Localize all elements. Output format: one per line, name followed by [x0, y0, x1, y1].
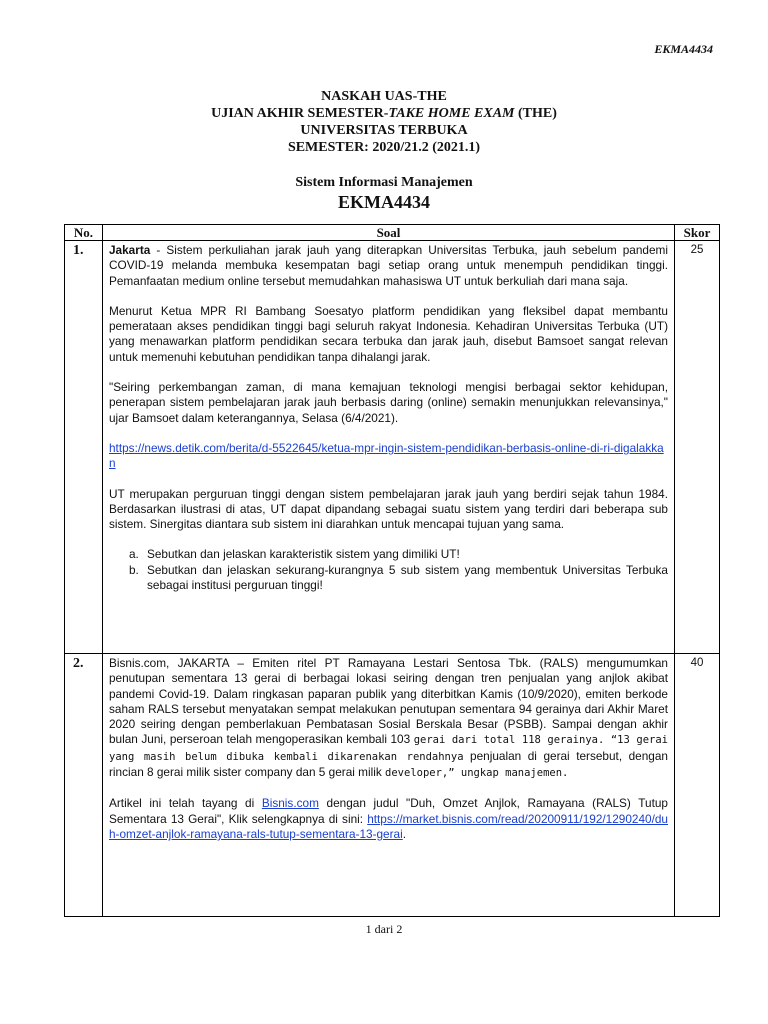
header-exam-type-italic: TAKE HOME EXAM	[388, 106, 515, 121]
list-item	[109, 563, 668, 594]
paragraph-text: Bisnis.com, JAKARTA – Emiten ritel PT Ramayana Lestari Sentosa Tbk. (RALS) mengumumkan penutupan sementara 13 gerai di berbagai lokasi seiring dengan tren penjualan yang anjlok akibat pandemi Covid-19. Dalam ringkasan paparan publik yang diterbitkan Kamis (10/9/2020), emiten berkode saham RALS tersebut menyatakan sempat melakukan penutupan sementara 94 gerainya dari Akhir Maret 2020 seiring dengan pemberlakuan Pembatasan Sosial Berskala Besar (PSBB). Sampai dengan akhir bulan Juni, perseroan telah mengoperasikan kembali 103	[109, 656, 668, 747]
list-item-text: Sebutkan dan jelaskan karakteristik sistem yang dimiliki UT!	[147, 547, 460, 562]
paragraph: UT merupakan perguruan tinggi dengan sistem pembelajaran jarak jauh yang berdiri sejak tahun 1984. Berdasarkan ilustrasi di atas, UT dapat dipandang sebagai suatu sistem yang terdiri dari beberapa sub sistem. Sinergitas diantara sub sistem ini diarahkan untuk mencapai tujuan yang sama.	[109, 486, 668, 532]
header-exam-type-post: (THE)	[514, 106, 557, 121]
list-item-label: b.	[129, 562, 139, 577]
paragraph	[109, 796, 668, 842]
list-item-label: a.	[129, 547, 139, 562]
header-semester: SEMESTER: 2020/21.2 (2021.1)	[287, 140, 481, 155]
article-link[interactable]: https://market.bisnis.com/read/20200911/192/1290240/duh-omzet-anjlok-ramayana-rals-tutup-sementara-13-gerai	[109, 811, 668, 841]
column-header-skor: Skor	[675, 225, 720, 241]
exam-table	[64, 224, 720, 917]
question-number: 2.	[65, 654, 103, 917]
paragraph-text-mono: gerai dari total 118 gerainya. “13 gerai yang masih belum dibuka kembali dikarenakan rendahnya	[109, 734, 668, 763]
question-number: 1.	[65, 241, 103, 654]
paragraph-text-mono: developer,” ungkap manajemen.	[385, 767, 569, 780]
question-list	[109, 547, 668, 593]
paragraph-text: - Sistem perkuliahan jarak jauh yang diterapkan Universitas Terbuka, jauh sebelum pandemi COVID-19 melanda membuka kesempatan bagi setiap orang untuk menempuh pendidikan tinggi. Pemanfaatan medium online tersebut memudahkan mahasiswa UT untuk berkuliah dari mana saja.	[109, 243, 668, 288]
paragraph: Menurut Ketua MPR RI Bambang Soesatyo platform pendidikan yang fleksibel dapat membantu pemerataan akses pendidikan tinggi bagi seluruh rakyat Indonesia. Kehadiran Universitas Terbuka (UT) yang menawarkan platform pendidikan secara terbuka dan jarak jauh, disebut Bamsoet sangat relevan untuk memenuhi kebutuhan pendidikan tanpa dihalangi jarak.	[109, 303, 668, 364]
column-header-soal: Soal	[103, 225, 675, 241]
header-university: UNIVERSITAS TERBUKA	[300, 123, 468, 138]
dateline: Jakarta	[109, 243, 151, 257]
paragraph	[109, 243, 668, 289]
table-row	[65, 654, 720, 917]
table-header-row	[65, 225, 720, 241]
bisnis-link[interactable]: Bisnis.com	[261, 796, 319, 811]
header-exam-type	[0, 105, 768, 122]
paragraph-text: dengan judul "Duh, Omzet Anjlok, Ramayana (RALS) Tutup Sementara 13 Gerai", Klik selengkapnya di sini:	[109, 796, 668, 826]
paragraph-text: .	[402, 826, 407, 841]
list-item	[109, 547, 668, 562]
course-code: EKMA4434	[338, 192, 430, 212]
question-score: 40	[675, 654, 720, 917]
column-header-no: No.	[65, 225, 103, 241]
header-exam-type-pre: UJIAN AKHIR SEMESTER-	[211, 106, 389, 121]
list-item-text: Sebutkan dan jelaskan sekurang-kurangnya 5 sub sistem yang membentuk Universitas Terbuka sebagai institusi perguruan tinggi!	[147, 562, 668, 593]
source-link[interactable]: https://news.detik.com/berita/d-5522645/ketua-mpr-ingin-sistem-pendidikan-berbasis-online-di-ri-digalakkan	[109, 440, 664, 471]
paragraph: "Seiring perkembangan zaman, di mana kemajuan teknologi mengisi berbagai sektor kehidupan, penerapan sistem pembelajaran jarak jauh berbasis daring (online) semakin menunjukkan relevansinya," ujar Bamsoet dalam keterangannya, Selasa (6/4/2021).	[109, 380, 668, 425]
paragraph-text: penjualan di gerai tersebut, dengan rincian 8 gerai milik sister company dan 5 gerai milik	[109, 748, 668, 780]
header-title: NASKAH UAS-THE	[321, 89, 447, 104]
page-number: 1 dari 2	[365, 922, 403, 936]
paragraph-text: Artikel ini telah tayang di	[109, 796, 262, 811]
exam-header	[0, 88, 768, 213]
question-text	[103, 654, 675, 917]
subject-name: Sistem Informasi Manajemen	[295, 175, 473, 190]
paragraph	[109, 656, 668, 781]
question-score: 25	[675, 241, 720, 654]
document-code: EKMA4434	[654, 42, 713, 56]
question-text	[103, 241, 675, 654]
paragraph	[109, 441, 668, 472]
table-row	[65, 241, 720, 654]
